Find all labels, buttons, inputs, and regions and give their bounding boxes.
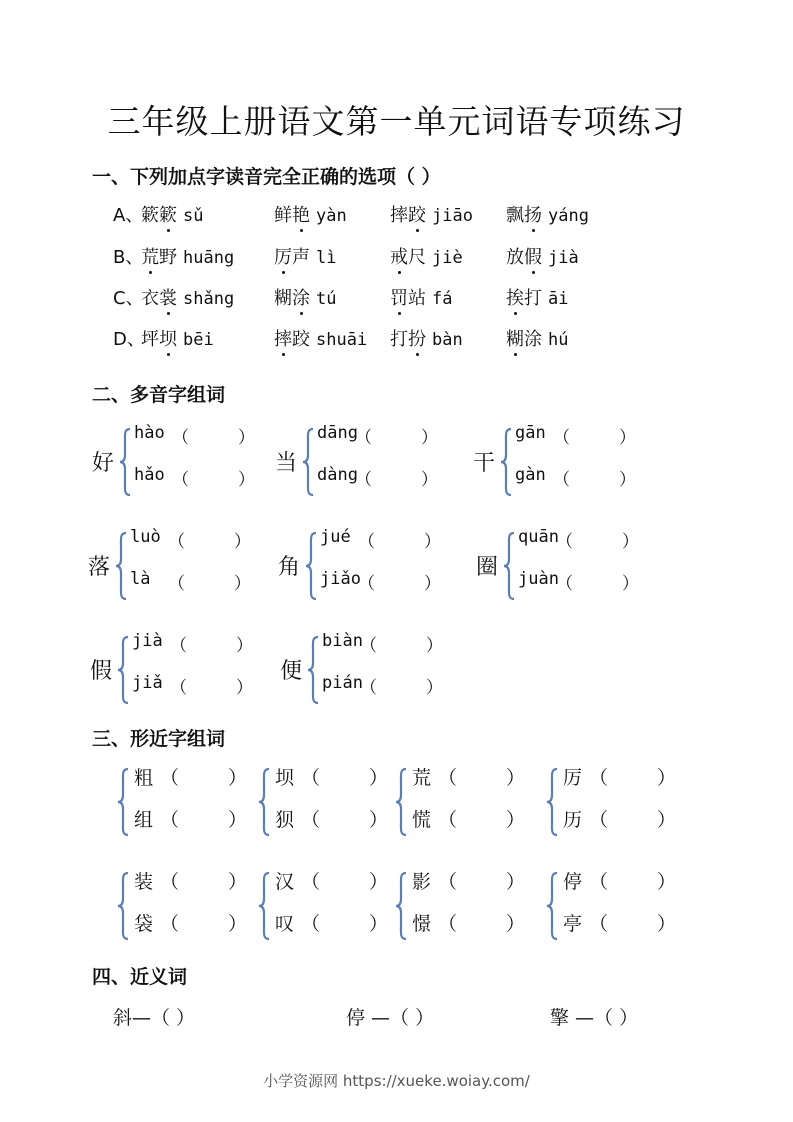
word-blank-line: [134, 867, 248, 894]
blank-close[interactable]: ）: [236, 636, 253, 656]
option-label: A、: [113, 205, 144, 226]
option-label: C、: [113, 288, 144, 309]
blank-close[interactable]: ）: [369, 767, 389, 789]
blank-close[interactable]: ）: [506, 809, 526, 831]
blank-open[interactable]: （: [556, 574, 573, 594]
word-blank-line: [320, 569, 441, 594]
pinyin: āi: [548, 289, 569, 309]
blank-close[interactable]: ）: [426, 636, 443, 656]
dotted-char: 假: [524, 243, 542, 269]
pinyin: gān: [515, 423, 546, 443]
brace-icon: [306, 635, 320, 705]
pinyin: tú: [316, 289, 337, 309]
blank-close[interactable]: ）: [228, 913, 248, 935]
blank-close[interactable]: ）: [657, 767, 677, 789]
similar-char: 袋: [134, 913, 154, 935]
option-label: B、: [113, 247, 144, 268]
option-word: 摔跤 shuāi: [274, 325, 367, 351]
dotted-char: 厉: [274, 243, 292, 269]
blank-close[interactable]: ）: [236, 678, 253, 698]
pinyin: luò: [130, 527, 161, 547]
dotted-char: 簌: [159, 201, 177, 227]
blank-close[interactable]: ）: [421, 470, 438, 490]
word-blank-line: [275, 867, 389, 894]
blank-open[interactable]: （: [168, 532, 185, 552]
word-blank-line: [275, 909, 389, 936]
word-blank-line: [563, 909, 677, 936]
word-blank-line: [134, 423, 255, 448]
word-blank-line: [130, 527, 251, 552]
pinyin: hào: [134, 423, 165, 443]
blank-close[interactable]: ）: [426, 678, 443, 698]
blank-close[interactable]: ）: [506, 871, 526, 893]
blank-open[interactable]: （: [160, 913, 180, 935]
word-blank-line: [563, 805, 677, 832]
blank-open[interactable]: （: [160, 871, 180, 893]
dotted-char: 扮: [408, 325, 426, 351]
dotted-char: 扬: [524, 201, 542, 227]
brace-icon: [114, 531, 128, 601]
option-label: D、: [113, 329, 145, 350]
polyphone-char: 便: [280, 659, 303, 684]
pinyin: sǔ: [183, 206, 204, 226]
polyphone-char: 角: [278, 555, 301, 580]
pinyin: bēi: [183, 330, 214, 350]
blank-close[interactable]: ）: [369, 913, 389, 935]
brace-icon: [301, 427, 315, 497]
blank-close[interactable]: ）: [424, 574, 441, 594]
blank-open[interactable]: （: [438, 809, 458, 831]
option-word: 摔跤 jiāo: [390, 201, 473, 227]
blank-open[interactable]: （: [589, 871, 609, 893]
dotted-char: 糊: [506, 325, 524, 351]
similar-char: 粗: [134, 767, 154, 789]
dotted-char: 裳: [159, 284, 177, 310]
pinyin: lì: [316, 248, 337, 268]
word-blank-line: [412, 909, 526, 936]
blank-close[interactable]: ）: [506, 767, 526, 789]
word-blank-line: [563, 763, 677, 790]
polyphone-char: 落: [88, 555, 111, 580]
word-blank-line: [518, 569, 639, 594]
brace-icon: [116, 635, 130, 705]
section-2-heading: 二、多音字组词: [92, 384, 226, 406]
option-word: 放假 jià: [506, 243, 579, 269]
blank-close[interactable]: ）: [424, 532, 441, 552]
pinyin: fá: [432, 289, 453, 309]
option-word: 糊涂 hú: [506, 325, 568, 351]
blank-open[interactable]: （: [301, 767, 321, 789]
polyphone-char: 好: [92, 451, 115, 476]
blank-close[interactable]: ）: [619, 428, 636, 448]
word-blank-line: [134, 909, 248, 936]
option-word: 罚站 fá: [390, 284, 452, 310]
pinyin: jiè: [432, 248, 463, 268]
pinyin: jué: [320, 527, 351, 547]
pinyin: jiāo: [432, 206, 473, 226]
blank-close[interactable]: ）: [369, 809, 389, 831]
blank-open[interactable]: （: [556, 532, 573, 552]
word-blank-line: [412, 805, 526, 832]
blank-open[interactable]: （: [160, 809, 180, 831]
page-title: 三年级上册语文第一单元词语专项练习: [107, 102, 686, 141]
pinyin: pián: [322, 673, 363, 693]
similar-char: 影: [412, 871, 432, 893]
pinyin: biàn: [322, 631, 363, 651]
blank-open[interactable]: （: [170, 678, 187, 698]
pinyin: juàn: [518, 569, 559, 589]
brace-icon: [116, 767, 130, 837]
similar-char: 荒: [412, 767, 432, 789]
similar-char: 叹: [275, 913, 295, 935]
pinyin: yàn: [316, 206, 347, 226]
option-word: 飘扬 yáng: [506, 201, 589, 227]
option-word: 簌簌 sǔ: [141, 201, 203, 227]
blank-close[interactable]: ）: [228, 767, 248, 789]
word-blank-line: [320, 527, 441, 552]
blank-close[interactable]: ）: [657, 871, 677, 893]
dotted-char: 艳: [292, 201, 310, 227]
blank-close[interactable]: ）: [228, 809, 248, 831]
synonym-item: 擎 —（ ）: [550, 1007, 639, 1029]
dotted-char: 挨: [506, 284, 524, 310]
blank-open[interactable]: （: [358, 574, 375, 594]
pinyin: huāng: [183, 248, 235, 268]
blank-close[interactable]: ）: [228, 871, 248, 893]
pinyin: là: [130, 569, 151, 589]
word-blank-line: [322, 673, 443, 698]
brace-icon: [502, 531, 516, 601]
option-word: 打扮 bàn: [390, 325, 463, 351]
blank-close[interactable]: ）: [657, 809, 677, 831]
pinyin: jiǎ: [132, 673, 163, 693]
word-blank-line: [518, 527, 639, 552]
blank-open[interactable]: （: [358, 532, 375, 552]
brace-icon: [499, 427, 513, 497]
pinyin: jià: [132, 631, 163, 651]
blank-open[interactable]: （: [553, 428, 570, 448]
blank-open[interactable]: （: [355, 428, 372, 448]
polyphone-char: 假: [90, 659, 113, 684]
pinyin: shǎng: [183, 289, 235, 309]
similar-char: 亭: [563, 913, 583, 935]
blank-open[interactable]: （: [301, 871, 321, 893]
dotted-char: 涂: [292, 284, 310, 310]
brace-icon: [394, 871, 408, 941]
option-word: 糊涂 tú: [274, 284, 336, 310]
option-word: 坪坝 bēi: [141, 325, 214, 351]
word-blank-line: [275, 805, 389, 832]
blank-close[interactable]: ）: [506, 913, 526, 935]
similar-char: 坝: [275, 767, 295, 789]
dotted-char: 跤: [408, 201, 426, 227]
word-blank-line: [134, 763, 248, 790]
section-4-heading: 四、近义词: [92, 966, 188, 988]
pinyin: shuāi: [316, 330, 368, 350]
blank-open[interactable]: （: [301, 913, 321, 935]
brace-icon: [394, 767, 408, 837]
blank-close[interactable]: ）: [622, 532, 639, 552]
word-blank-line: [134, 805, 248, 832]
blank-close[interactable]: ）: [234, 532, 251, 552]
blank-close[interactable]: ）: [622, 574, 639, 594]
blank-close[interactable]: ）: [234, 574, 251, 594]
word-blank-line: [515, 465, 636, 490]
option-word: 荒野 huāng: [141, 243, 234, 269]
similar-char: 慌: [412, 809, 432, 831]
pinyin: jià: [548, 248, 579, 268]
blank-close[interactable]: ）: [369, 871, 389, 893]
blank-open[interactable]: （: [168, 574, 185, 594]
polyphone-char: 干: [473, 451, 496, 476]
dotted-char: 坝: [159, 325, 177, 351]
pinyin: dāng: [317, 423, 358, 443]
pinyin: hú: [548, 330, 569, 350]
brace-icon: [304, 531, 318, 601]
blank-close[interactable]: ）: [421, 428, 438, 448]
brace-icon: [545, 871, 559, 941]
word-blank-line: [317, 465, 438, 490]
blank-open[interactable]: （: [160, 767, 180, 789]
pinyin: yáng: [548, 206, 589, 226]
blank-close[interactable]: ）: [619, 470, 636, 490]
blank-open[interactable]: （: [438, 871, 458, 893]
section-1-heading: 一、下列加点字读音完全正确的选项（ ）: [92, 166, 441, 188]
blank-open[interactable]: （: [438, 913, 458, 935]
pinyin: gàn: [515, 465, 546, 485]
pinyin: quān: [518, 527, 559, 547]
dotted-char: 戒: [390, 243, 408, 269]
option-word: 戒尺 jiè: [390, 243, 463, 269]
option-word: 衣裳 shǎng: [141, 284, 234, 310]
similar-char: 装: [134, 871, 154, 893]
synonym-item: 停 —（ ）: [346, 1007, 435, 1029]
option-word: 厉声 lì: [274, 243, 336, 269]
blank-open[interactable]: （: [360, 678, 377, 698]
word-blank-line: [275, 763, 389, 790]
option-word: 鲜艳 yàn: [274, 201, 347, 227]
word-blank-line: [515, 423, 636, 448]
section-3-heading: 三、形近字组词: [92, 728, 226, 750]
polyphone-char: 当: [275, 451, 298, 476]
pinyin: jiǎo: [320, 569, 361, 589]
brace-icon: [116, 871, 130, 941]
pinyin: bàn: [432, 330, 463, 350]
dotted-char: 摔: [274, 325, 292, 351]
blank-open[interactable]: （: [172, 470, 189, 490]
pinyin: dàng: [317, 465, 358, 485]
blank-open[interactable]: （: [589, 767, 609, 789]
word-blank-line: [563, 867, 677, 894]
similar-char: 组: [134, 809, 154, 831]
brace-icon: [545, 767, 559, 837]
blank-open[interactable]: （: [589, 913, 609, 935]
polyphone-char: 圈: [476, 555, 499, 580]
footer-watermark: 小学资源网 https://xueke.woiay.com/: [263, 1072, 530, 1090]
option-word: 挨打 āi: [506, 284, 568, 310]
blank-open[interactable]: （: [553, 470, 570, 490]
dotted-char: 荒: [141, 243, 159, 269]
blank-close[interactable]: ）: [238, 428, 255, 448]
dotted-char: 罚: [390, 284, 408, 310]
blank-close[interactable]: ）: [657, 913, 677, 935]
blank-open[interactable]: （: [355, 470, 372, 490]
word-blank-line: [134, 465, 255, 490]
similar-char: 厉: [563, 767, 583, 789]
blank-open[interactable]: （: [172, 428, 189, 448]
word-blank-line: [322, 631, 443, 656]
similar-char: 停: [563, 871, 583, 893]
synonym-item: 斜—（ ）: [113, 1007, 196, 1029]
word-blank-line: [412, 867, 526, 894]
blank-open[interactable]: （: [360, 636, 377, 656]
word-blank-line: [132, 631, 253, 656]
brace-icon: [257, 767, 271, 837]
brace-icon: [118, 427, 132, 497]
similar-char: 狈: [275, 809, 295, 831]
similar-char: 汉: [275, 871, 295, 893]
word-blank-line: [317, 423, 438, 448]
word-blank-line: [130, 569, 251, 594]
blank-open[interactable]: （: [438, 767, 458, 789]
pinyin: hǎo: [134, 465, 165, 485]
similar-char: 历: [563, 809, 583, 831]
blank-close[interactable]: ）: [238, 470, 255, 490]
blank-open[interactable]: （: [301, 809, 321, 831]
word-blank-line: [412, 763, 526, 790]
brace-icon: [257, 871, 271, 941]
similar-char: 憬: [412, 913, 432, 935]
blank-open[interactable]: （: [170, 636, 187, 656]
blank-open[interactable]: （: [589, 809, 609, 831]
word-blank-line: [132, 673, 253, 698]
